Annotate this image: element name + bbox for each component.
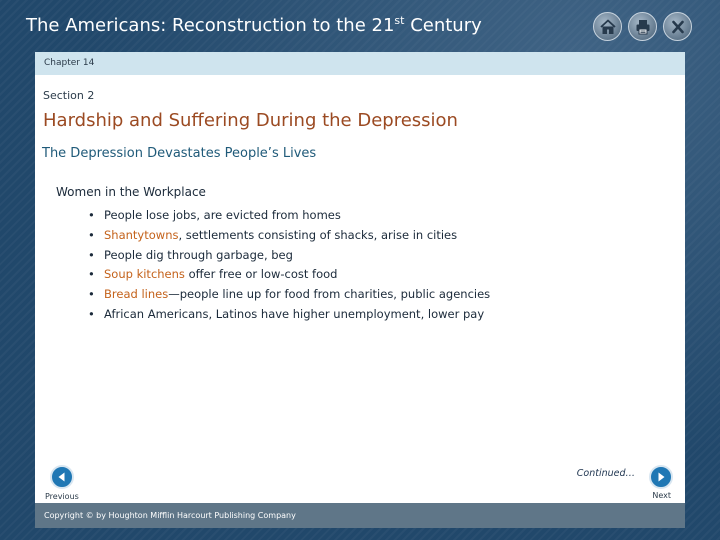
bullet-text: People lose jobs, are evicted from homes	[104, 208, 341, 222]
bullet-item	[88, 246, 490, 266]
arrow-right-icon	[655, 471, 667, 483]
bullet-list	[88, 206, 490, 325]
top-toolbar	[593, 12, 692, 41]
home-icon	[599, 18, 617, 36]
continued-label: Continued…	[576, 468, 635, 479]
next-label[interactable]: Next	[652, 491, 671, 500]
slide-panel	[35, 52, 685, 528]
next-button[interactable]	[649, 465, 673, 489]
footer-bar	[35, 503, 685, 528]
bullet-text: offer free or low-cost food	[184, 267, 338, 282]
print-button[interactable]	[628, 12, 657, 41]
page-title: Hardship and Suffering During the Depression	[43, 110, 458, 131]
print-icon	[634, 18, 652, 36]
sub-heading: Women in the Workplace	[56, 185, 206, 199]
previous-button[interactable]	[50, 465, 74, 489]
bullet-text: , settlements consisting of shacks, arise in cities	[178, 227, 458, 242]
bullet-term: Bread lines	[104, 287, 169, 302]
bullet-term: Soup kitchens	[104, 267, 185, 282]
bullet-term: Shantytowns	[104, 227, 179, 242]
app-title-end: Century	[404, 15, 482, 36]
previous-label[interactable]: Previous	[45, 492, 79, 501]
chapter-label: Chapter 14	[44, 58, 95, 68]
bullet-item	[88, 305, 490, 325]
app-title-main: The Americans: Reconstruction to the 21	[26, 15, 395, 36]
close-button[interactable]	[663, 12, 692, 41]
bullet-item	[88, 226, 490, 246]
bullet-text: —people line up for food from charities, public agencies	[168, 287, 491, 302]
bullet-item	[88, 285, 490, 305]
page-subtitle: The Depression Devastates People’s Lives	[42, 146, 317, 161]
section-label: Section 2	[43, 89, 95, 102]
bullet-item	[88, 206, 490, 226]
close-icon	[669, 18, 687, 36]
bullet-text: African Americans, Latinos have higher unemployment, lower pay	[104, 306, 485, 321]
app-title-superscript: st	[394, 14, 405, 27]
home-button[interactable]	[593, 12, 622, 41]
chapter-bar	[35, 52, 685, 75]
arrow-left-icon	[56, 471, 68, 483]
bullet-item	[88, 265, 490, 285]
bullet-text: People dig through garbage, beg	[104, 247, 293, 262]
app-title	[26, 14, 482, 36]
copyright-text: Copyright © by Houghton Mifflin Harcourt Publishing Company	[44, 511, 296, 520]
